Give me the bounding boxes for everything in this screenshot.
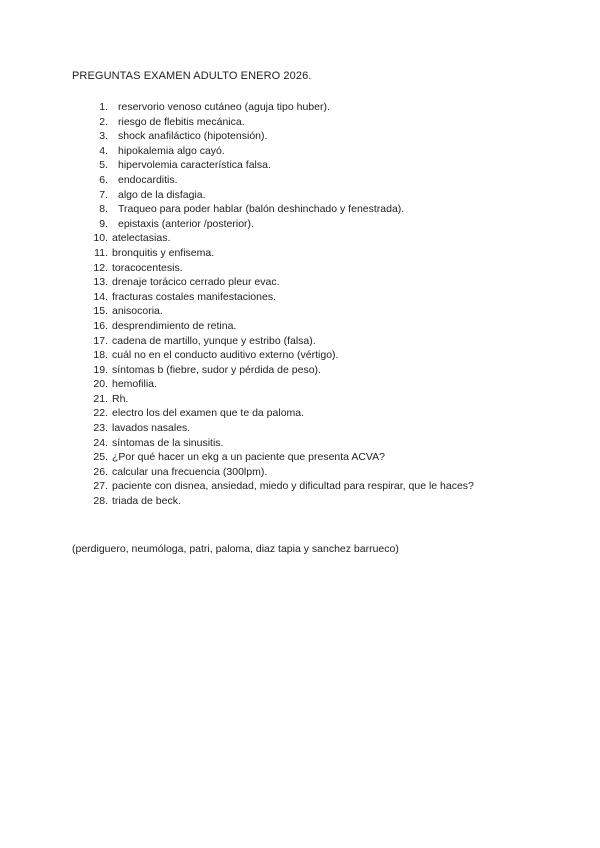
question-text: fracturas costales manifestaciones.	[112, 290, 276, 303]
question-number: 15.	[93, 305, 108, 318]
question-text: cuál no en el conducto auditivo externo (vértigo).	[112, 349, 339, 362]
question-text: cadena de martillo, yunque y estribo (falsa).	[112, 334, 316, 347]
question-text: desprendimiento de retina.	[112, 319, 237, 332]
question-number: 22.	[93, 407, 108, 420]
author-list-note: (perdiguero, neumóloga, patri, paloma, diaz tapia y sanchez barrueco)	[72, 543, 399, 555]
question-text: síntomas de la sinusitis.	[112, 436, 224, 449]
question-number: 9.	[99, 217, 108, 230]
question-text: atelectasias.	[112, 232, 171, 245]
list-item	[72, 231, 474, 246]
question-text: Traqueo para poder hablar (balón deshinchado y fenestrada).	[118, 203, 405, 216]
question-number: 8.	[99, 203, 108, 216]
question-number: 5.	[99, 159, 108, 172]
list-item	[72, 348, 474, 363]
list-item	[72, 450, 474, 465]
question-number: 28.	[93, 495, 108, 508]
list-item	[72, 465, 474, 480]
question-text: hipervolemia característica falsa.	[118, 159, 271, 172]
list-item	[72, 421, 474, 436]
list-item	[72, 436, 474, 451]
question-number: 16.	[93, 319, 108, 332]
question-text: epistaxis (anterior /posterior).	[118, 217, 254, 230]
question-number: 19.	[93, 363, 108, 376]
list-item	[72, 304, 474, 319]
question-number: 7.	[99, 188, 108, 201]
list-item	[72, 246, 474, 261]
list-item	[72, 144, 474, 159]
question-number: 25.	[93, 451, 108, 464]
question-number: 18.	[93, 349, 108, 362]
list-item	[72, 188, 474, 203]
question-text: electro los del examen que te da paloma.	[112, 407, 305, 420]
list-item	[72, 377, 474, 392]
list-item	[72, 479, 474, 494]
question-text: anisocoria.	[112, 305, 163, 318]
list-item	[72, 202, 474, 217]
question-text: triada de beck.	[112, 495, 181, 508]
question-text: drenaje torácico cerrado pleur evac.	[112, 276, 280, 289]
list-item	[72, 217, 474, 232]
page-title: PREGUNTAS EXAMEN ADULTO ENERO 2026.	[72, 70, 312, 82]
question-number: 4.	[99, 144, 108, 157]
list-item	[72, 363, 474, 378]
list-item	[72, 406, 474, 421]
question-text: riesgo de flebitis mecánica.	[118, 115, 245, 128]
question-number: 14.	[93, 290, 108, 303]
question-number: 27.	[93, 480, 108, 493]
question-number: 12.	[93, 261, 108, 274]
list-item	[72, 275, 474, 290]
question-number: 6.	[99, 173, 108, 186]
question-text: bronquitis y enfisema.	[112, 246, 215, 259]
question-text: paciente con disnea, ansiedad, miedo y dificultad para respirar, que le haces?	[112, 480, 474, 493]
question-text: endocarditis.	[118, 173, 178, 186]
question-text: síntomas b (fiebre, sudor y pérdida de peso).	[112, 363, 321, 376]
list-item	[72, 290, 474, 305]
question-text: lavados nasales.	[112, 422, 191, 435]
question-text: hemofilia.	[112, 378, 157, 391]
list-item	[72, 129, 474, 144]
question-number: 20.	[93, 378, 108, 391]
question-number: 2.	[99, 115, 108, 128]
list-item	[72, 334, 474, 349]
question-text: calcular una frecuencia (300lpm).	[112, 465, 268, 478]
list-item	[72, 392, 474, 407]
question-number: 1.	[99, 101, 108, 113]
question-list	[72, 100, 474, 509]
question-text: toracocentesis.	[112, 261, 183, 274]
question-number: 17.	[93, 334, 108, 347]
question-text: shock anafiláctico (hipotensión).	[118, 130, 268, 143]
question-text: algo de la disfagia.	[118, 188, 206, 201]
list-item	[72, 115, 474, 130]
list-item	[72, 173, 474, 188]
list-item	[72, 158, 474, 173]
list-item	[72, 319, 474, 334]
question-number: 24.	[93, 436, 108, 449]
question-number: 13.	[93, 276, 108, 289]
list-item	[72, 261, 474, 276]
list-item	[72, 100, 474, 115]
question-number: 23.	[93, 422, 108, 435]
list-item	[72, 494, 474, 509]
question-number: 11.	[94, 246, 108, 259]
question-number: 10.	[93, 232, 108, 245]
question-number: 3.	[99, 130, 108, 143]
question-text: reservorio venoso cutáneo (aguja tipo huber).	[118, 101, 330, 113]
question-text: hipokalemia algo cayó.	[118, 144, 225, 157]
question-number: 26.	[93, 465, 108, 478]
question-text: Rh.	[112, 392, 129, 405]
question-number: 21.	[93, 392, 108, 405]
question-text: ¿Por qué hacer un ekg a un paciente que presenta ACVA?	[112, 451, 385, 464]
